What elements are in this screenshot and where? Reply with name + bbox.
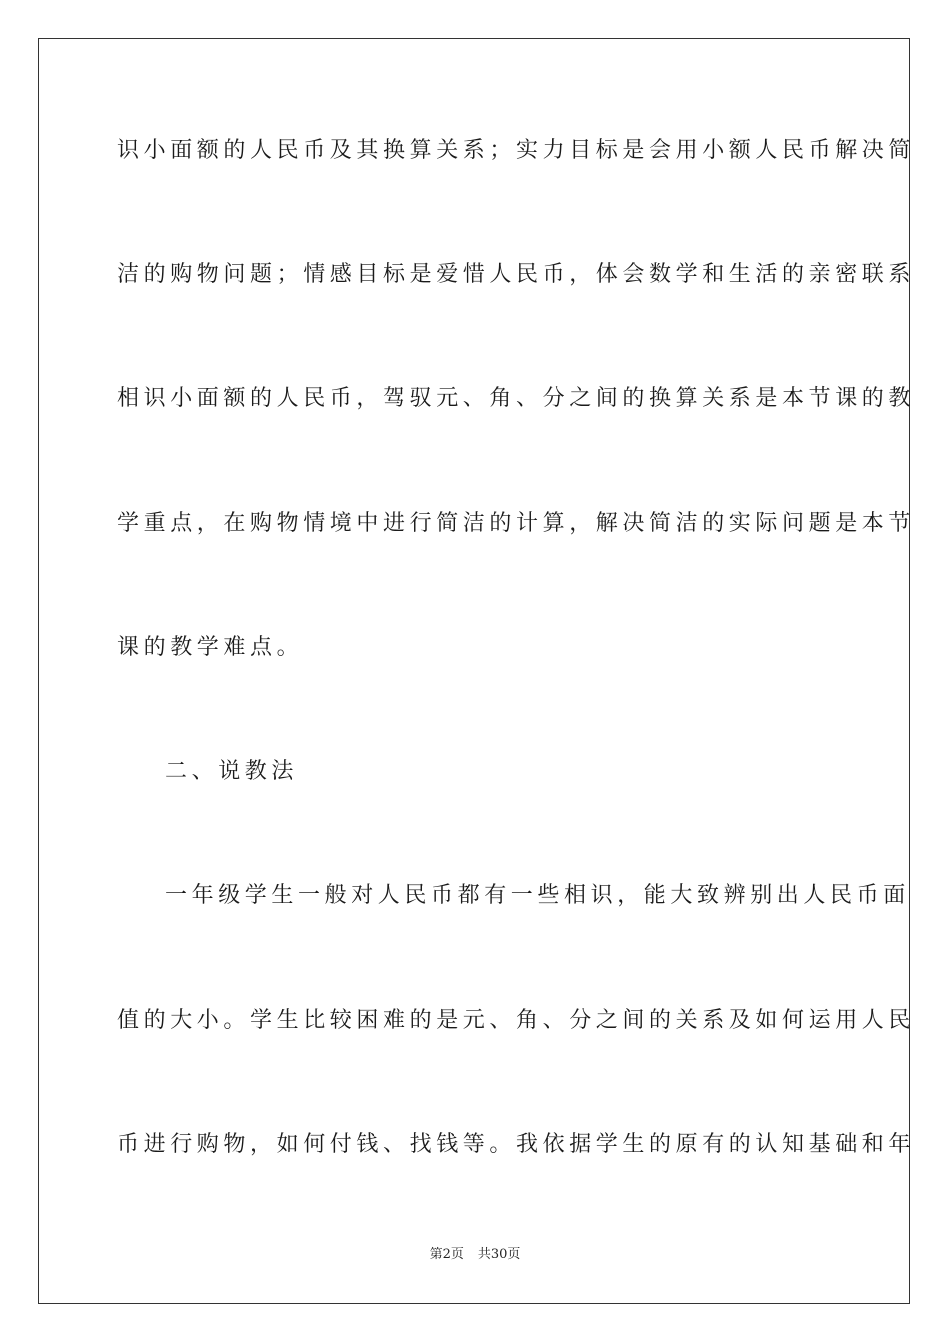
body-text-line: 课的教学难点。 [117, 635, 304, 660]
body-text-line: 值的大小。学生比较困难的是元、角、分之间的关系及如何运用人民 [117, 1008, 916, 1033]
body-text-line: 识小面额的人民币及其换算关系；实力目标是会用小额人民币解决简 [117, 138, 916, 163]
body-text-line: 相识小面额的人民币，驾驭元、角、分之间的换算关系是本节课的教 [117, 386, 916, 411]
body-text-line: 洁的购物问题；情感目标是爱惜人民币，体会数学和生活的亲密联系 [117, 262, 916, 287]
section-heading: 二、说教法 [165, 759, 299, 784]
page-border [38, 38, 916, 1304]
body-text-line: 币进行购物，如何付钱、找钱等。我依据学生的原有的认知基础和年 [117, 1132, 916, 1157]
page-number: 第2页 [429, 1247, 464, 1262]
body-text-line: 一年级学生一般对人民币都有一些相识，能大致辨别出人民币面 [165, 883, 910, 908]
body-text-line: 学重点，在购物情境中进行简洁的计算，解决简洁的实际问题是本节 [117, 511, 916, 536]
page-total: 共30页 [477, 1247, 521, 1262]
page-footer [0, 1246, 950, 1264]
